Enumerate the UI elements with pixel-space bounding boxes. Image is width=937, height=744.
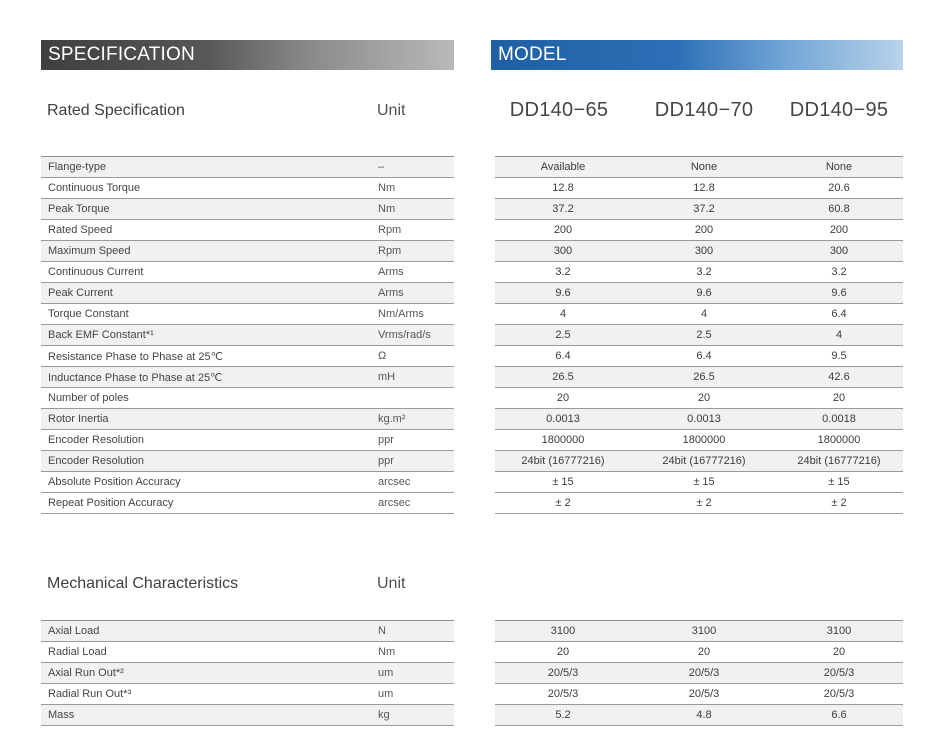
model-value-2: 4.8 [696,709,712,721]
model-value-2: 26.5 [693,371,715,383]
model-value-2: 3100 [691,625,717,637]
spec-row [41,283,454,304]
spec-row [41,663,454,684]
model-value-1: 20/5/3 [547,688,579,700]
spec-name: Encoder Resolution [48,434,145,446]
rated-spec-table [41,156,454,514]
spec-name: Back EMF Constant*¹ [48,329,154,341]
model-value-1: 20 [556,392,570,404]
value-row [495,409,903,430]
spec-name: Number of poles [48,392,129,404]
spec-row [41,684,454,705]
spec-name: Absolute Position Accuracy [48,476,181,488]
spec-unit: ppr [378,434,394,446]
mechanical-spec-table [41,620,454,726]
spec-row [41,493,454,514]
model-value-3: ± 2 [831,497,847,509]
model-value-1: 9.6 [555,287,571,299]
spec-name: Peak Current [48,287,113,299]
model-value-1: 6.4 [555,350,571,362]
spec-name: Radial Load [48,646,107,658]
spec-row [41,199,454,220]
model-value-2: 0.0013 [687,413,721,425]
spec-unit: kg.m² [378,413,406,425]
model-value-3: 9.5 [831,350,847,362]
value-row [495,663,903,684]
spec-name: Maximum Speed [48,245,131,257]
model-value-3: 300 [829,245,849,257]
spec-name: Continuous Torque [48,182,141,194]
spec-unit: – [378,161,385,173]
model-value-3: 3.2 [831,266,847,278]
value-row [495,157,903,178]
spec-unit: Rpm [378,224,402,236]
spec-unit: Nm/Arms [378,308,424,320]
model-value-3: 20 [832,392,846,404]
model-value-1: 300 [553,245,573,257]
spec-unit: mH [378,371,396,383]
model-value-2: 12.8 [693,182,715,194]
spec-unit: Nm [378,203,396,215]
model-value-3: 4 [835,329,843,341]
mechanical-characteristics-title: Mechanical Characteristics [47,575,239,592]
spec-unit: Nm [378,182,396,194]
model-value-3: None [825,161,853,173]
spec-row [41,430,454,451]
model-value-1: 3.2 [555,266,571,278]
model-value-2: 20/5/3 [688,667,720,679]
model-value-2: 300 [694,245,714,257]
value-row [495,642,903,663]
model-value-2: 37.2 [693,203,715,215]
model-value-2: 4 [700,308,708,320]
spec-name: Radial Run Out*³ [48,688,132,700]
value-row [495,283,903,304]
spec-unit: Arms [378,287,404,299]
value-row [495,684,903,705]
spec-row [41,157,454,178]
model-value-2: 20 [697,646,711,658]
spec-name: Torque Constant [48,308,129,320]
model-value-1: 3100 [550,625,576,637]
model-value-3: 3100 [826,625,852,637]
value-row [495,472,903,493]
model-value-2: 9.6 [696,287,712,299]
model-name-1: DD140−65 [509,99,609,121]
model-value-1: Available [540,161,586,173]
model-value-1: 37.2 [552,203,574,215]
value-row [495,430,903,451]
value-row [495,346,903,367]
spec-row [41,472,454,493]
spec-unit: Ω [378,350,387,362]
value-row [495,325,903,346]
mechanical-values-table [495,620,903,726]
model-value-3: 42.6 [828,371,850,383]
model-value-1: 0.0013 [546,413,580,425]
spec-unit: kg [378,709,390,721]
spec-row [41,304,454,325]
model-name-3: DD140−95 [789,99,889,121]
mechanical-unit-header: Unit [377,575,406,592]
spec-name: Peak Torque [48,203,110,215]
spec-row [41,325,454,346]
spec-row [41,178,454,199]
model-value-2: 2.5 [696,329,712,341]
rated-unit-header: Unit [377,102,406,119]
model-value-1: 26.5 [552,371,574,383]
spec-row [41,262,454,283]
spec-row [41,241,454,262]
model-value-2: ± 15 [693,476,715,488]
spec-name: Flange-type [48,161,107,173]
value-row [495,241,903,262]
model-value-3: 24bit (16777216) [797,455,881,467]
spec-unit: um [378,667,394,679]
value-row [495,262,903,283]
spec-unit: Vrms/rad/s [378,329,431,341]
spec-unit: ppr [378,455,394,467]
rated-specification-title: Rated Specification [47,102,185,119]
spec-row [41,409,454,430]
model-value-2: 24bit (16777216) [662,455,746,467]
model-value-1: 5.2 [555,709,571,721]
model-value-3: 20.6 [828,182,850,194]
spec-unit: um [378,688,394,700]
model-value-3: 20/5/3 [823,688,855,700]
spec-unit: arcsec [378,476,411,488]
model-value-3: 0.0018 [822,413,856,425]
model-value-1: 12.8 [552,182,574,194]
spec-name: Encoder Resolution [48,455,145,467]
model-name-2: DD140−70 [654,99,754,121]
value-row [495,493,903,514]
value-row [495,367,903,388]
spec-row [41,642,454,663]
spec-unit: N [378,625,386,637]
model-value-1: 200 [553,224,573,236]
spec-name: Repeat Position Accuracy [48,497,174,509]
model-value-3: 20/5/3 [823,667,855,679]
spec-row [41,346,454,367]
model-banner: MODEL [491,40,903,70]
model-value-1: 2.5 [555,329,571,341]
value-row [495,705,903,726]
model-value-1: 20 [556,646,570,658]
rated-values-table [495,156,903,514]
spec-name: Axial Run Out*² [48,667,124,679]
model-value-3: ± 15 [828,476,850,488]
spec-name: Inductance Phase to Phase at 25℃ [48,371,223,384]
model-value-2: 20/5/3 [688,688,720,700]
model-value-1: 24bit (16777216) [521,455,605,467]
spec-row [41,220,454,241]
model-value-1: 20/5/3 [547,667,579,679]
spec-name: Rotor Inertia [48,413,109,425]
value-row [495,304,903,325]
value-row [495,178,903,199]
spec-row [41,367,454,388]
specification-banner: SPECIFICATION [41,40,454,70]
value-row [495,388,903,409]
spec-name: Axial Load [48,625,100,637]
spec-name: Continuous Current [48,266,144,278]
model-value-3: 200 [829,224,849,236]
spec-unit: Nm [378,646,396,658]
model-value-3: 6.4 [831,308,847,320]
model-value-3: 9.6 [831,287,847,299]
value-row [495,220,903,241]
model-value-3: 20 [832,646,846,658]
model-value-3: 60.8 [828,203,850,215]
spec-unit: Arms [378,266,404,278]
spec-unit: Rpm [378,245,402,257]
spec-row [41,388,454,409]
spec-unit: arcsec [378,497,411,509]
model-value-1: 4 [559,308,567,320]
model-value-1: ± 2 [555,497,571,509]
model-value-3: 6.6 [831,709,847,721]
model-value-2: 1800000 [682,434,726,446]
model-value-2: 6.4 [696,350,712,362]
spec-name: Mass [48,709,75,721]
model-value-2: 3.2 [696,266,712,278]
spec-row [41,451,454,472]
spec-row [41,705,454,726]
model-value-2: None [690,161,718,173]
spec-name: Rated Speed [48,224,113,236]
model-value-1: ± 15 [552,476,574,488]
value-row [495,199,903,220]
model-value-1: 1800000 [541,434,585,446]
model-value-3: 1800000 [817,434,861,446]
value-row [495,451,903,472]
model-value-2: 200 [694,224,714,236]
model-value-2: 20 [697,392,711,404]
value-row [495,621,903,642]
spec-name: Resistance Phase to Phase at 25℃ [48,350,224,363]
spec-row [41,621,454,642]
model-value-2: ± 2 [696,497,712,509]
